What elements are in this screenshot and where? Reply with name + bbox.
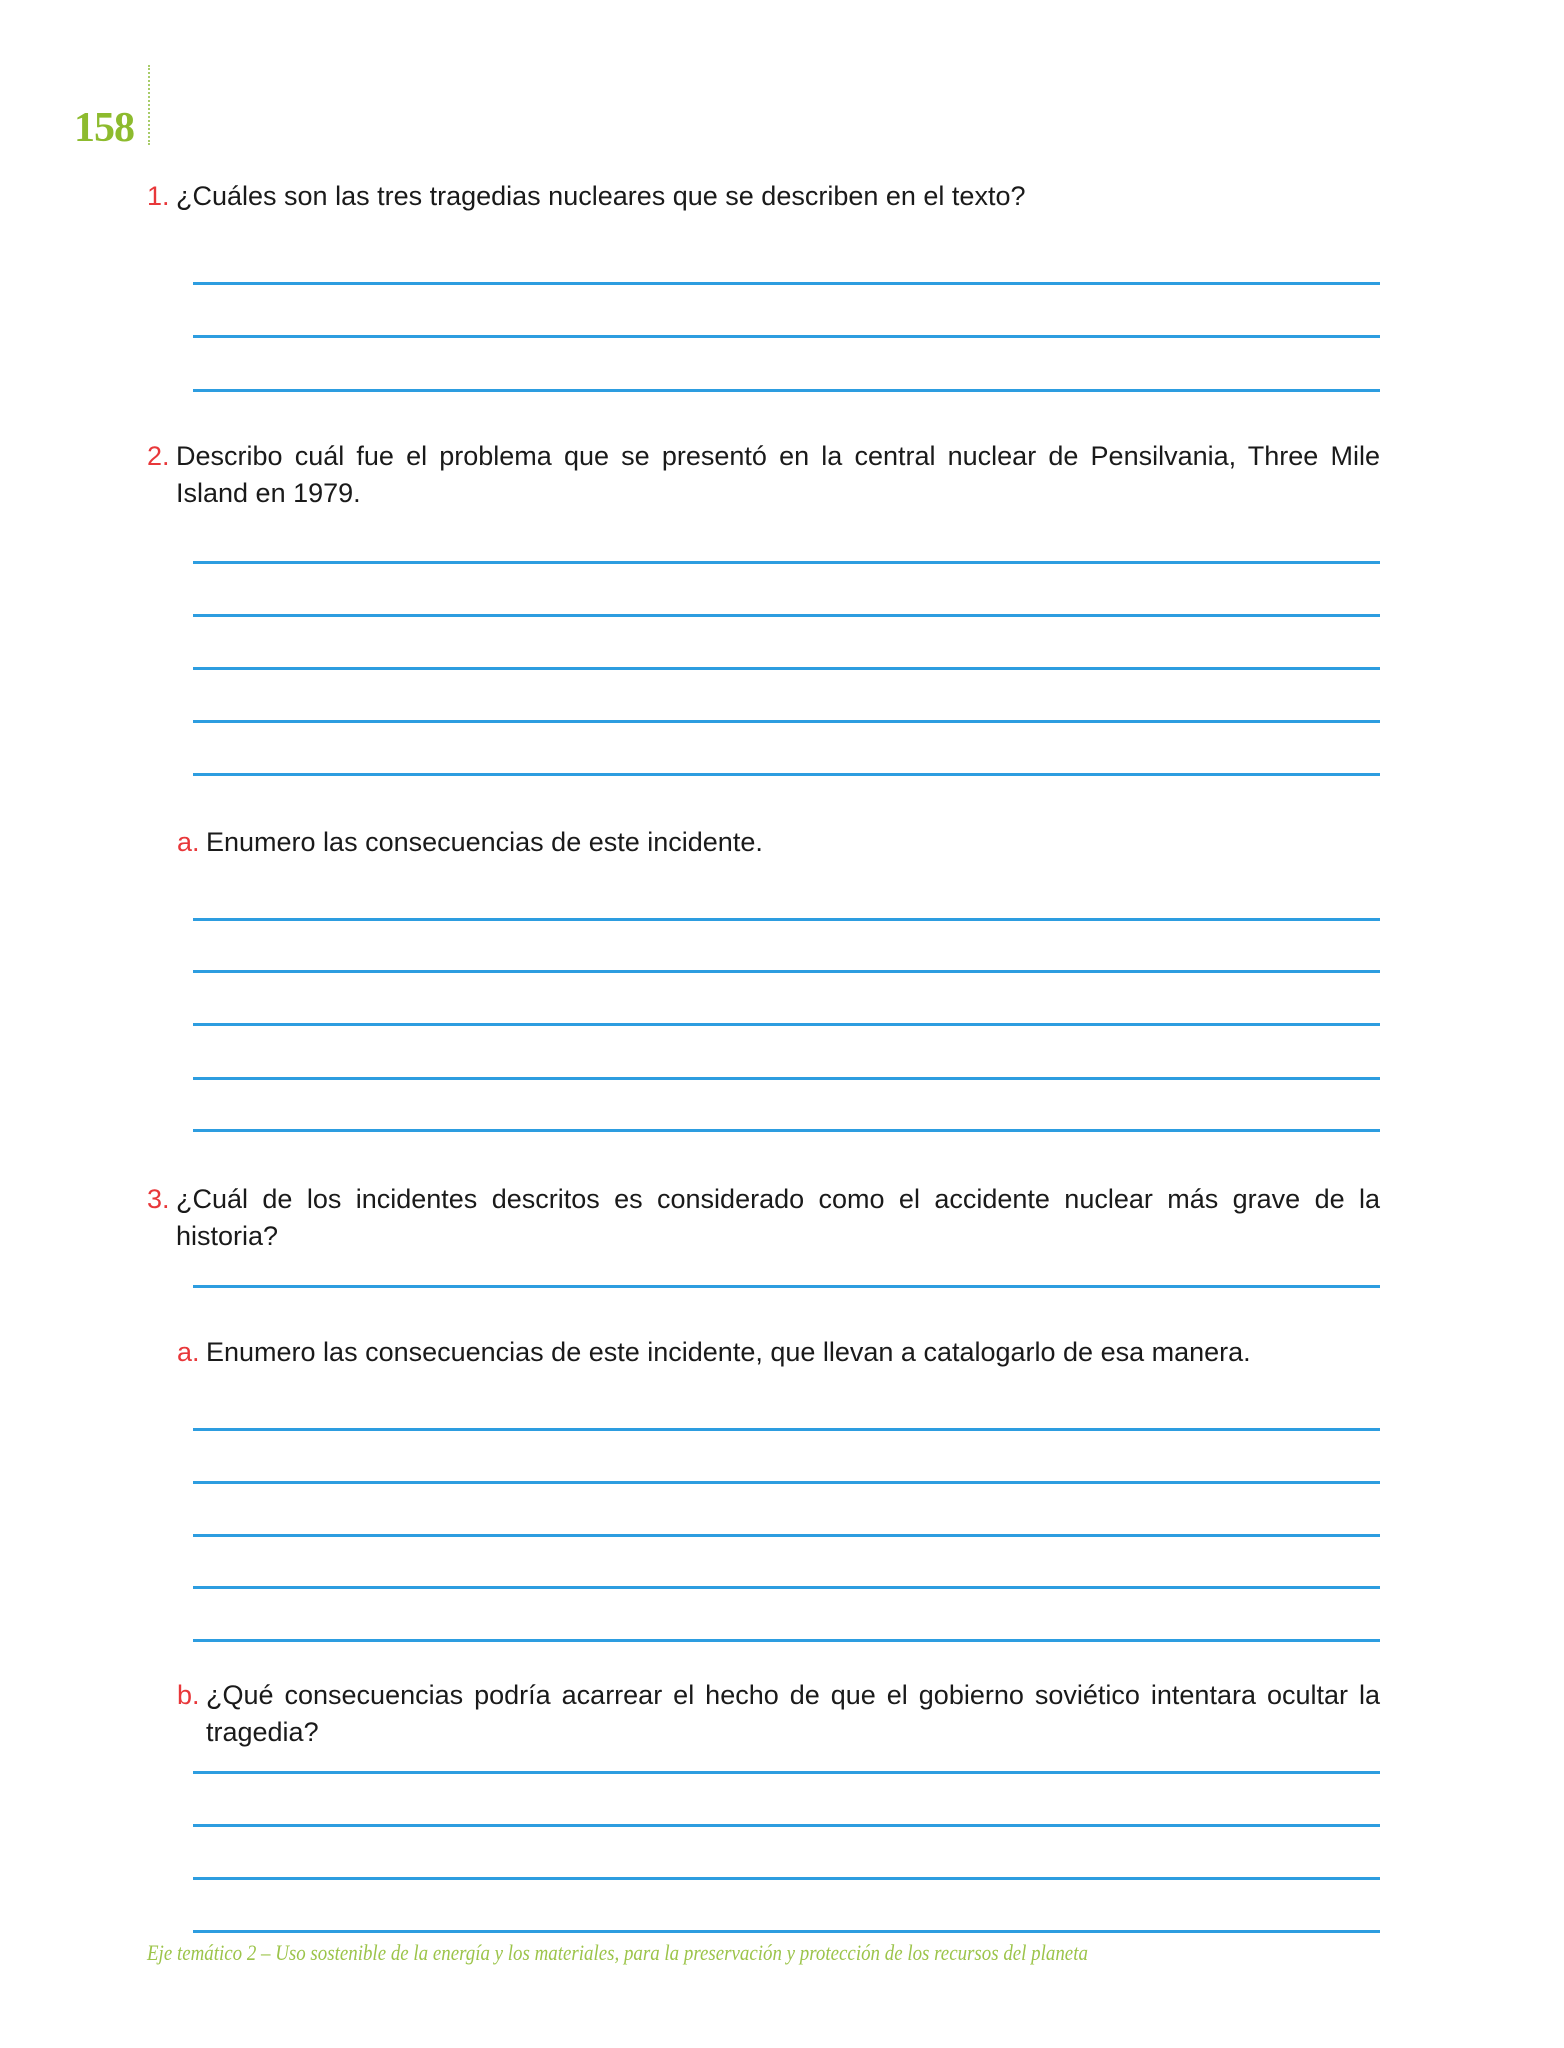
answer-line[interactable]: [193, 1771, 1380, 1774]
question-3b: [177, 1677, 1380, 1751]
answer-line[interactable]: [193, 667, 1380, 670]
answer-line[interactable]: [193, 918, 1380, 921]
question-2a: [177, 824, 1380, 861]
question-3: [147, 1181, 1380, 1255]
question-3a: [177, 1334, 1380, 1371]
answer-line[interactable]: [193, 1428, 1380, 1431]
question-number: a.: [177, 827, 200, 857]
answer-line[interactable]: [193, 282, 1380, 285]
answer-line[interactable]: [193, 1077, 1380, 1080]
answer-line[interactable]: [193, 773, 1380, 776]
question-text: Island en 1979.: [176, 478, 361, 508]
question-number: b.: [177, 1680, 200, 1710]
answer-line[interactable]: [193, 1877, 1380, 1880]
question-text: Enumero las consecuencias de este incidente.: [206, 827, 763, 857]
question-number: 1.: [147, 181, 170, 211]
answer-line[interactable]: [193, 1285, 1380, 1288]
answer-line[interactable]: [193, 1129, 1380, 1132]
question-number: 3.: [147, 1184, 170, 1214]
footer-theme-text: Eje temático 2 – Uso sostenible de la energía y los materiales, para la preservación y protección de los recursos del planeta: [147, 1940, 1088, 1965]
answer-line[interactable]: [193, 1534, 1380, 1537]
question-text: ¿Cuál de los incidentes descritos es considerado como el accidente nuclear más grave de la: [176, 1184, 1380, 1214]
answer-line[interactable]: [193, 335, 1380, 338]
answer-line[interactable]: [193, 1481, 1380, 1484]
question-2: [147, 438, 1380, 512]
answer-line[interactable]: [193, 1639, 1380, 1642]
answer-line[interactable]: [193, 1824, 1380, 1827]
answer-line[interactable]: [193, 720, 1380, 723]
question-text: tragedia?: [206, 1717, 319, 1747]
page-number: 158: [74, 105, 134, 151]
question-text: Enumero las consecuencias de este incidente, que llevan a catalogarlo de esa manera.: [206, 1337, 1251, 1367]
question-text: Describo cuál fue el problema que se presentó en la central nuclear de Pensilvania, Three Mile: [176, 441, 1380, 471]
answer-line[interactable]: [193, 1930, 1380, 1933]
answer-line[interactable]: [193, 970, 1380, 973]
answer-line[interactable]: [193, 389, 1380, 392]
answer-line[interactable]: [193, 1023, 1380, 1026]
question-text: ¿Qué consecuencias podría acarrear el hecho de que el gobierno soviético intentara ocultar la: [206, 1680, 1380, 1710]
question-text: historia?: [176, 1221, 279, 1251]
answer-line[interactable]: [193, 1586, 1380, 1589]
answer-line[interactable]: [193, 561, 1380, 564]
question-number: a.: [177, 1337, 200, 1367]
question-text: ¿Cuáles son las tres tragedias nucleares que se describen en el texto?: [176, 181, 1026, 211]
page-number-divider: [148, 65, 150, 145]
question-number: 2.: [147, 441, 170, 471]
question-1: [147, 178, 1380, 215]
answer-line[interactable]: [193, 614, 1380, 617]
